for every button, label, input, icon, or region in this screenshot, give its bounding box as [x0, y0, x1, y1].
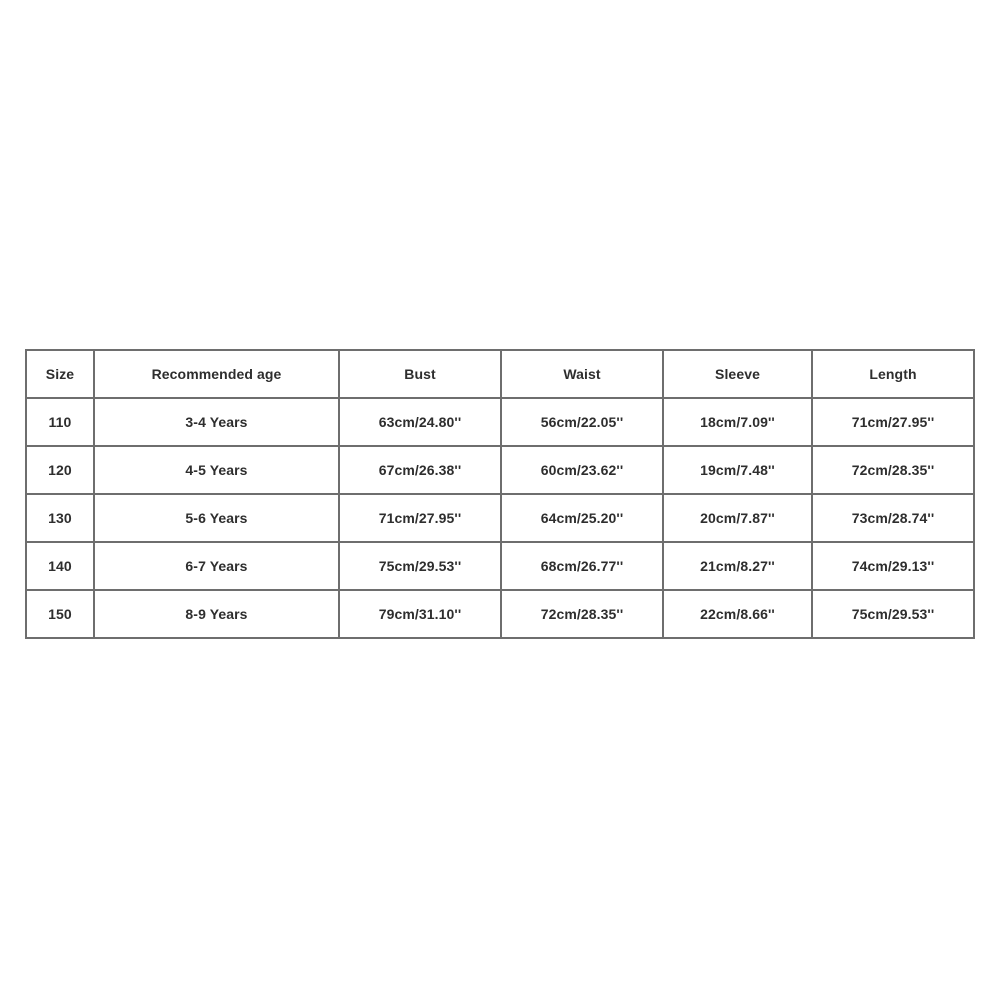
header-sleeve: Sleeve	[663, 350, 812, 398]
cell-length: 73cm/28.74''	[812, 494, 974, 542]
cell-recommended-age: 5-6 Years	[94, 494, 339, 542]
cell-length: 74cm/29.13''	[812, 542, 974, 590]
cell-size: 150	[26, 590, 94, 638]
size-chart-table	[25, 349, 975, 639]
cell-bust: 79cm/31.10''	[339, 590, 501, 638]
cell-recommended-age: 8-9 Years	[94, 590, 339, 638]
table-row	[26, 542, 974, 590]
cell-bust: 63cm/24.80''	[339, 398, 501, 446]
cell-length: 71cm/27.95''	[812, 398, 974, 446]
table-header-row	[26, 350, 974, 398]
cell-sleeve: 20cm/7.87''	[663, 494, 812, 542]
cell-size: 140	[26, 542, 94, 590]
table-row	[26, 398, 974, 446]
cell-length: 72cm/28.35''	[812, 446, 974, 494]
cell-size: 130	[26, 494, 94, 542]
cell-bust: 71cm/27.95''	[339, 494, 501, 542]
cell-waist: 68cm/26.77''	[501, 542, 663, 590]
header-bust: Bust	[339, 350, 501, 398]
cell-waist: 60cm/23.62''	[501, 446, 663, 494]
cell-waist: 56cm/22.05''	[501, 398, 663, 446]
cell-sleeve: 18cm/7.09''	[663, 398, 812, 446]
cell-bust: 75cm/29.53''	[339, 542, 501, 590]
cell-size: 110	[26, 398, 94, 446]
header-recommended-age: Recommended age	[94, 350, 339, 398]
cell-recommended-age: 4-5 Years	[94, 446, 339, 494]
table-row	[26, 590, 974, 638]
table-row	[26, 446, 974, 494]
cell-recommended-age: 6-7 Years	[94, 542, 339, 590]
cell-size: 120	[26, 446, 94, 494]
header-length: Length	[812, 350, 974, 398]
cell-sleeve: 19cm/7.48''	[663, 446, 812, 494]
cell-sleeve: 22cm/8.66''	[663, 590, 812, 638]
table-row	[26, 494, 974, 542]
header-waist: Waist	[501, 350, 663, 398]
cell-length: 75cm/29.53''	[812, 590, 974, 638]
cell-bust: 67cm/26.38''	[339, 446, 501, 494]
cell-waist: 72cm/28.35''	[501, 590, 663, 638]
cell-recommended-age: 3-4 Years	[94, 398, 339, 446]
cell-waist: 64cm/25.20''	[501, 494, 663, 542]
header-size: Size	[26, 350, 94, 398]
cell-sleeve: 21cm/8.27''	[663, 542, 812, 590]
